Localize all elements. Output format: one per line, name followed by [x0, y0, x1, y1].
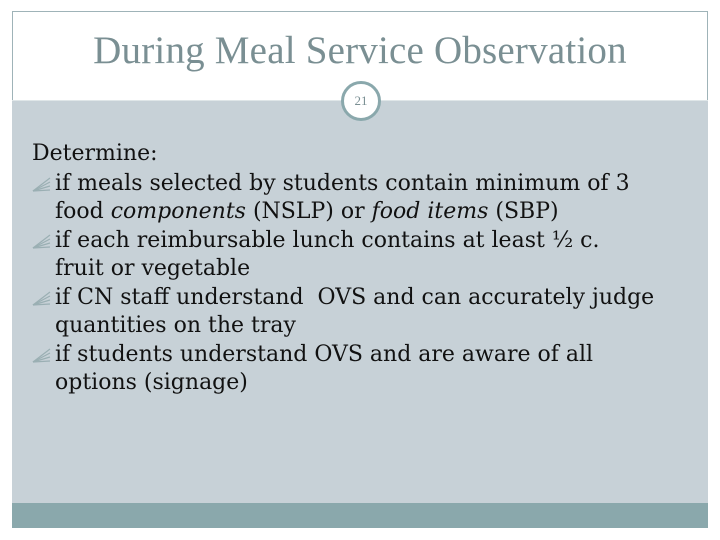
- bullet-text-line1: if each reimbursable lunch contains at least ½ c.: [55, 228, 600, 253]
- bullet-text-line1: if CN staff understand OVS and can accurately judge: [55, 285, 655, 310]
- bullet-list: [32, 170, 702, 397]
- fan-bullet-icon: [32, 232, 52, 250]
- text-run: (SBP): [488, 199, 559, 224]
- emphasis-food-items: food items: [371, 199, 489, 224]
- slide-body: [32, 140, 702, 398]
- bullet-text-line2: [55, 198, 702, 226]
- fan-bullet-icon: [32, 175, 52, 193]
- bullet-item: [32, 227, 702, 283]
- text-run: (NSLP) or: [245, 199, 372, 224]
- slide-title: During Meal Service Observation: [93, 29, 627, 72]
- body-heading: Determine:: [32, 141, 158, 166]
- bullet-item: [32, 284, 702, 340]
- footer-bar: [12, 503, 708, 528]
- bullet-text-line2: options (signage): [55, 370, 248, 395]
- bullet-text-line1: if students understand OVS and are aware of all: [55, 342, 594, 367]
- text-run: food: [55, 199, 111, 224]
- bullet-text-line2: quantities on the tray: [55, 313, 296, 338]
- emphasis-components: components: [110, 199, 246, 224]
- slide-number-badge: 21: [341, 81, 381, 121]
- bullet-text-line2: fruit or vegetable: [55, 256, 251, 281]
- bullet-text-line1: if meals selected by students contain minimum of 3: [55, 171, 630, 196]
- bullet-item: [32, 341, 702, 397]
- bullet-item: [32, 170, 702, 226]
- fan-bullet-icon: [32, 346, 52, 364]
- fan-bullet-icon: [32, 289, 52, 307]
